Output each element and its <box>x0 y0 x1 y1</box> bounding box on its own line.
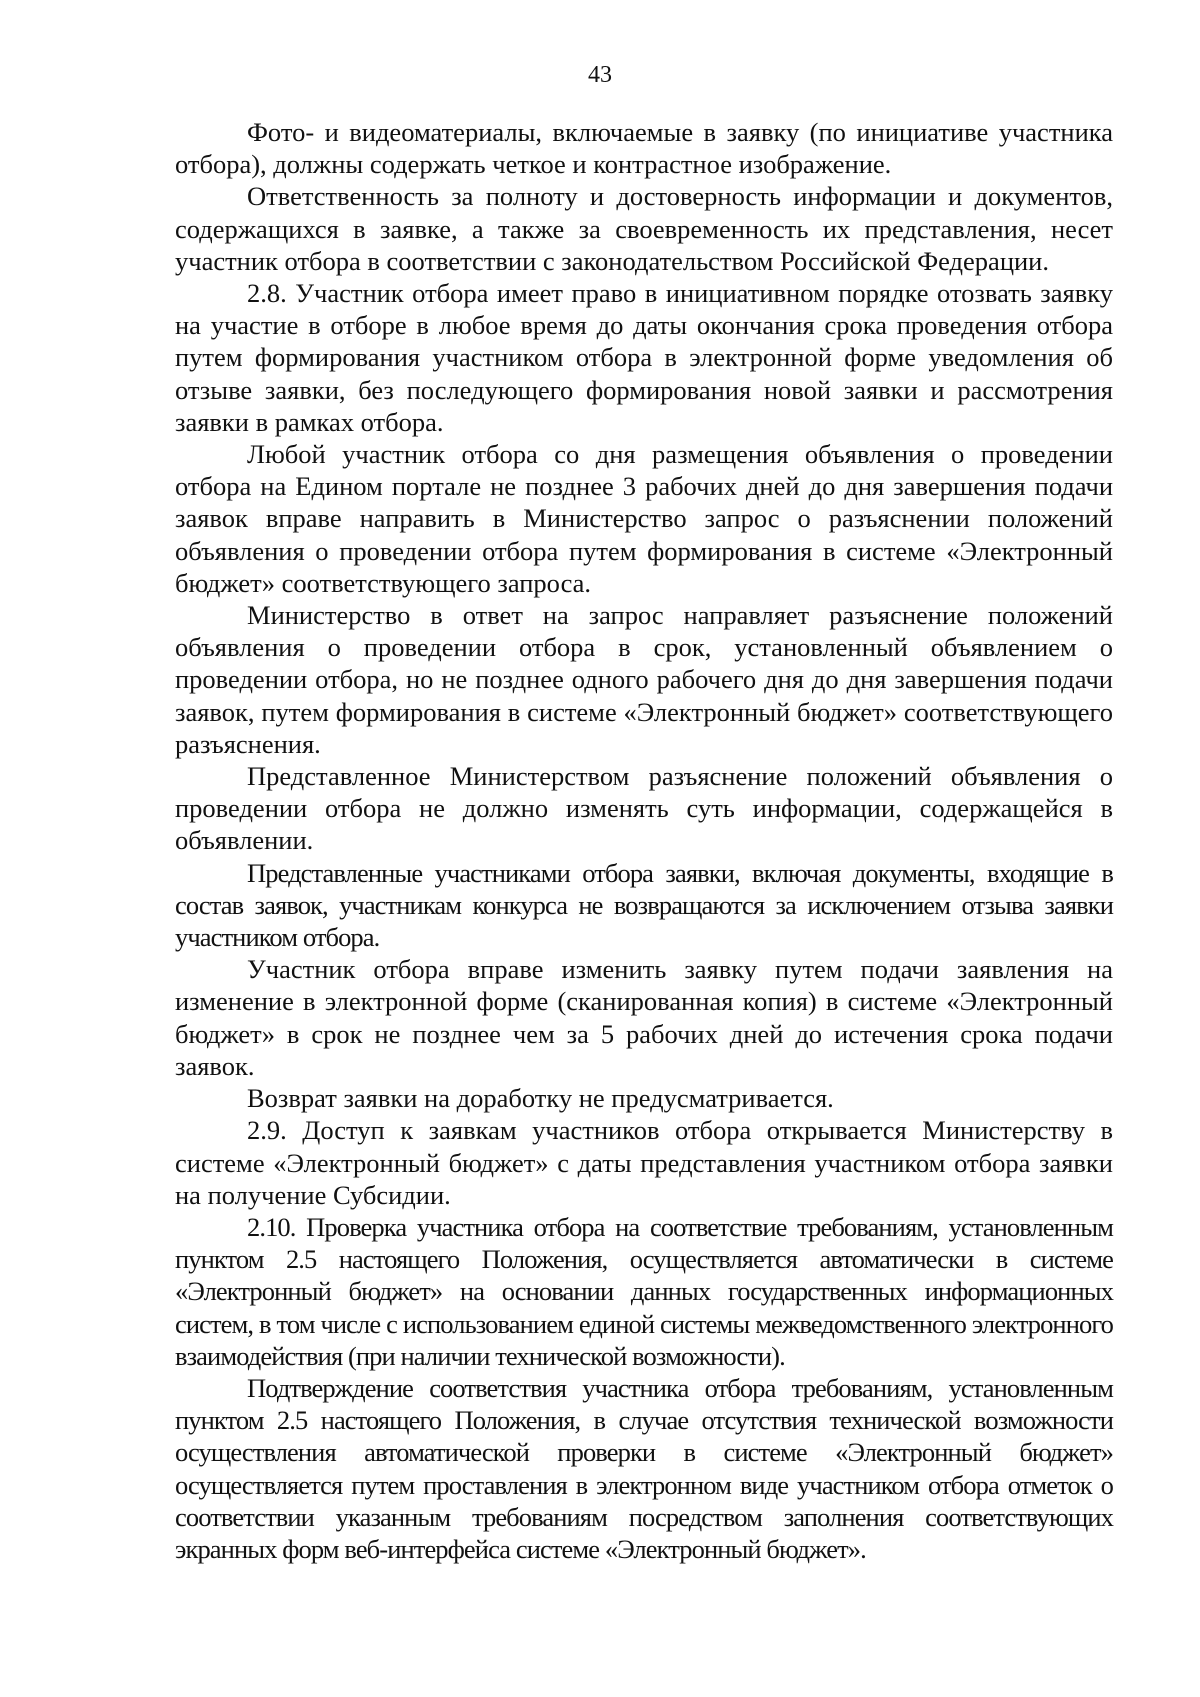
paragraph-no-revision: Возврат заявки на доработку не предусматривается. <box>247 1083 834 1114</box>
paragraph-2-8-withdrawal: 2.8. Участник отбора имеет право в инициативном порядке отозвать заявку на участие в отборе в любое время до даты окончания срока проведения отбора путем формирования участником отбора в электронной форме уведомления об отзыве заявки, без последующего формирования новой заявки и рассмотрения заявки в рамках отбора. <box>175 278 1113 437</box>
paragraph-documents-not-returned: Представленные участниками отбора заявки, включая документы, входящие в состав заявок, участникам конкурса не возвращаются за исключением отзыва заявки участником отбора. <box>175 857 1113 953</box>
paragraph-clarification-content: Представленное Министерством разъяснение положений объявления о проведении отбора не должно изменять суть информации, содержащейся в объявлении. <box>175 761 1113 856</box>
paragraph-application-change: Участник отбора вправе изменить заявку путем подачи заявления на изменение в электронной форме (сканированная копия) в системе «Электронный бюджет» в срок не позднее чем за 5 рабочих дней до истечения срока подачи заявок. <box>175 954 1113 1081</box>
page-body <box>175 116 1113 1565</box>
paragraph-photo-video: Фото- и видеоматериалы, включаемые в заявку (по инициативе участника отбора), должны содержать четкое и контрастное изображение. <box>175 117 1113 180</box>
paragraph-responsibility: Ответственность за полноту и достоверность информации и документов, содержащихся в заявке, а также за своевременность их представления, несет участник отбора в соответствии с законодательством Российской Федерации. <box>175 181 1113 276</box>
paragraph-compliance-confirmation: Подтверждение соответствия участника отбора требованиям, установленным пунктом 2.5 настоящего Положения, в случае отсутствия технической возможности осуществления автоматической проверки в системе «Электронный бюджет» осуществляется путем проставления в электронном виде участником отбора отметок о соответствии указанным требованиям посредством заполнения соответствующих экранных форм веб-интерфейса системе «Электронный бюджет». <box>175 1372 1113 1564</box>
paragraph-2-9-access: 2.9. Доступ к заявкам участников отбора открывается Министерству в системе «Электронный бюджет» с даты представления участником отбора заявки на получение Субсидии. <box>175 1115 1113 1210</box>
page-number: 43 <box>588 62 612 88</box>
paragraph-clarification-request: Любой участник отбора со дня размещения объявления о проведении отбора на Едином портале не позднее 3 рабочих дней до дня завершения подачи заявок вправе направить в Министерство запрос о разъяснении положений объявления о проведении отбора путем формирования в системе «Электронный бюджет» соответствующего запроса. <box>175 439 1113 598</box>
paragraph-2-10-verification: 2.10. Проверка участника отбора на соответствие требованиям, установленным пунктом 2.5 настоящего Положения, осуществляется автоматически в системе «Электронный бюджет» на основании данных государственных информационных систем, в том числе с использованием единой системы межведомственного электронного взаимодействия (при наличии технической возможности). <box>175 1211 1113 1371</box>
paragraph-ministry-response: Министерство в ответ на запрос направляет разъяснение положений объявления о проведении отбора в срок, установленный объявлением о проведении отбора, но не позднее одного рабочего дня до дня завершения подачи заявок, путем формирования в системе «Электронный бюджет» соответствующего разъяснения. <box>175 600 1113 759</box>
